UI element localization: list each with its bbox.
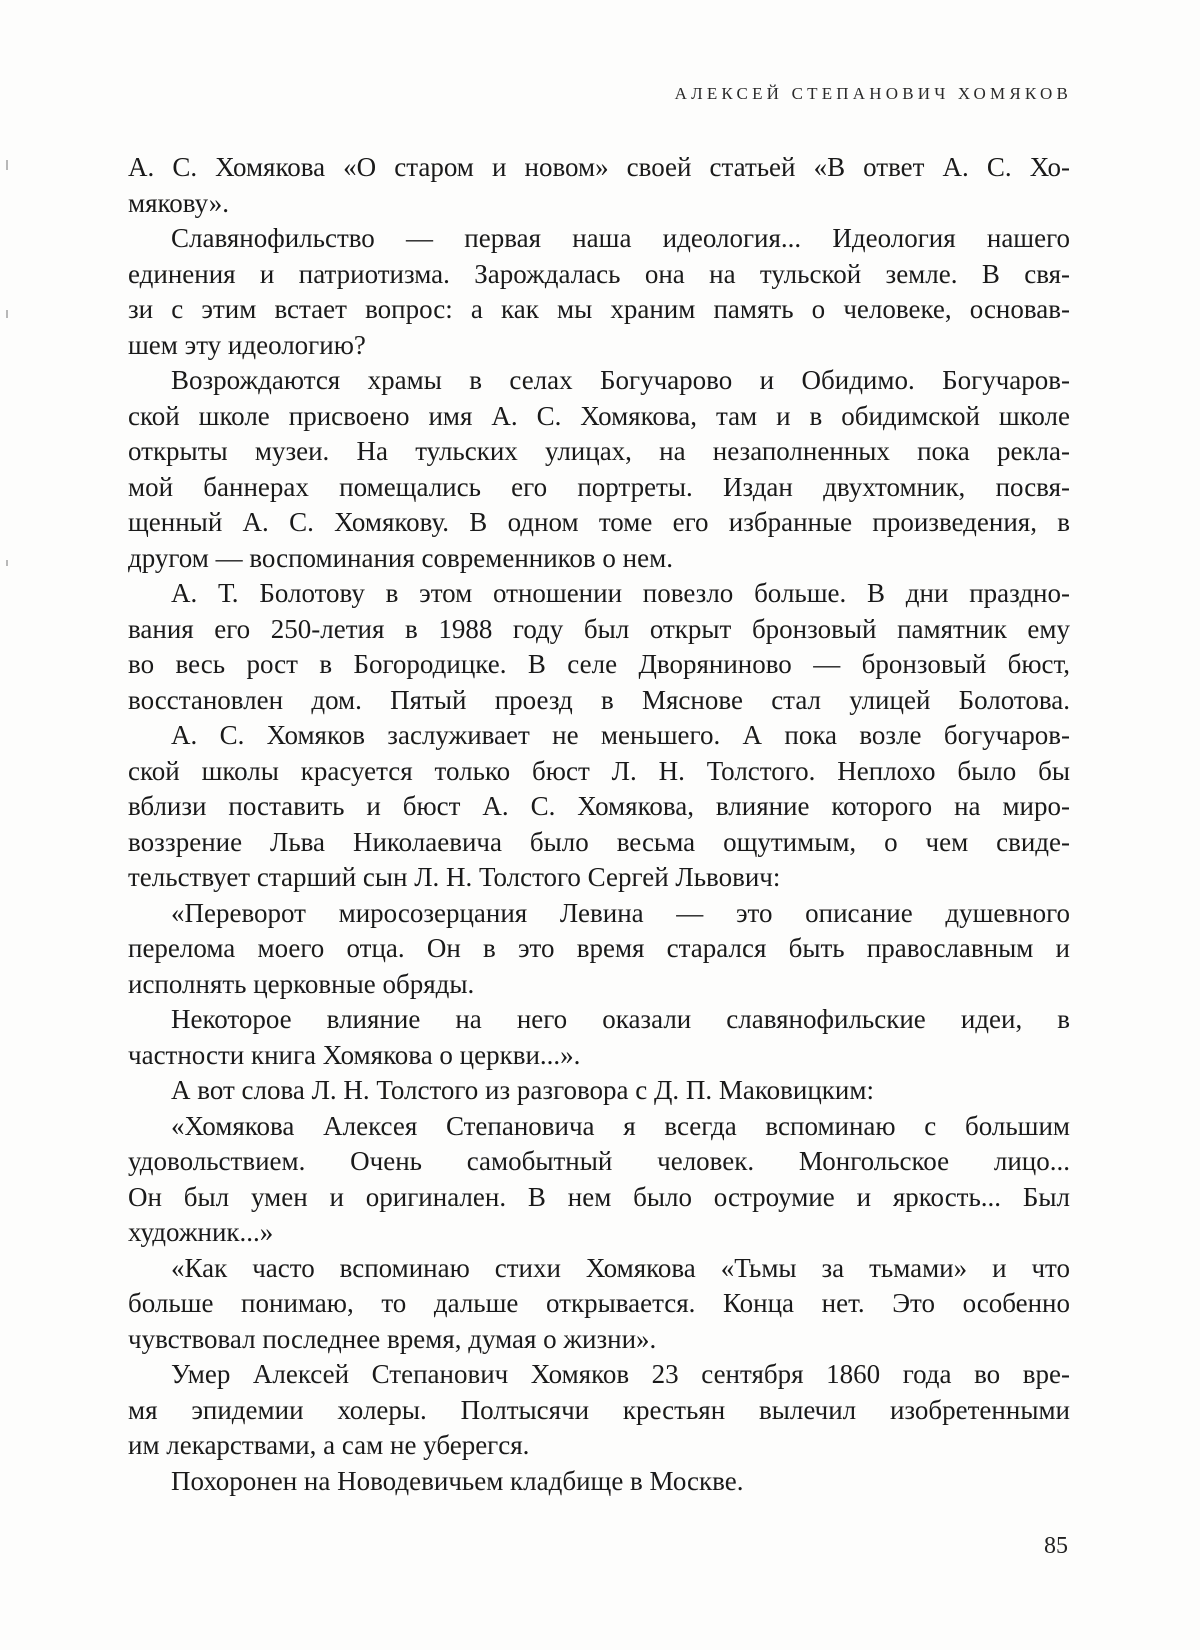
text-line: А. Т. Болотову в этом отношении повезло больше. В дни праздно- — [171, 578, 1070, 608]
text-line: Он был умен и оригинален. В нем было остроумие и яркость... Был — [128, 1181, 1070, 1212]
text-line: Некоторое влияние на него оказали славянофильские идеи, в — [171, 1004, 1070, 1034]
scan-edge-mark — [6, 560, 8, 566]
page-number: 85 — [1044, 1533, 1068, 1559]
body-text — [128, 150, 1070, 1499]
text-line: «Хомякова Алексея Степановича я всегда вспоминаю с большим — [171, 1110, 1070, 1141]
text-line: ской школы красуется только бюст Л. Н. Толстого. Неплохо было бы — [128, 755, 1070, 786]
text-line: мой баннерах помещались его портреты. Издан двухтомник, посвя- — [128, 471, 1070, 502]
text-line: зи с этим встает вопрос: а как мы храним память о человеке, основав- — [128, 294, 1070, 324]
text-line: А. С. Хомяков заслуживает не меньшего. А пока возле богучаров- — [171, 720, 1070, 750]
text-line: Славянофильство — первая наша идеология... Идеология нашего — [171, 223, 1070, 253]
text-line: вблизи поставить и бюст А. С. Хомякова, влияние которого на миро- — [128, 791, 1070, 821]
text-line: чувствовал последнее время, думая о жизни». — [128, 1323, 657, 1354]
text-line: открыты музеи. На тульских улицах, на незаполненных пока рекла- — [128, 436, 1070, 466]
scan-edge-mark — [6, 160, 8, 170]
text-line: им лекарствами, а сам не уберегся. — [128, 1430, 530, 1460]
text-line: тельствует старший сын Л. Н. Толстого Сергей Львович: — [128, 862, 781, 892]
text-line: удовольствием. Очень самобытный человек. Монгольское лицо... — [128, 1146, 1070, 1176]
text-line: Умер Алексей Степанович Хомяков 23 сентября 1860 года во вре- — [171, 1359, 1070, 1389]
text-line: единения и патриотизма. Зарождалась она на тульской земле. В свя- — [128, 258, 1070, 289]
running-head: АЛЕКСЕЙ СТЕПАНОВИЧ ХОМЯКОВ — [674, 84, 1072, 103]
text-line: щенный А. С. Хомякову. В одном томе его избранные произведения, в — [128, 507, 1070, 537]
text-line: другом — воспоминания современников о нем. — [128, 542, 673, 573]
scan-edge-mark — [6, 310, 8, 318]
text-line: восстановлен дом. Пятый проезд в Мяснове стал улицей Болотова. — [128, 684, 1070, 715]
text-line: шем эту идеологию? — [128, 329, 366, 360]
text-line: Возрождаются храмы в селах Богучарово и Обидимо. Богучаров- — [171, 365, 1070, 395]
text-line: А вот слова Л. Н. Толстого из разговора с Д. П. Маковицким: — [171, 1075, 874, 1105]
text-line: мякову». — [128, 187, 229, 218]
text-line: во весь рост в Богородицке. В селе Дворяниново — бронзовый бюст, — [128, 649, 1070, 679]
text-line: «Переворот миросозерцания Левина — это описание душевного — [171, 897, 1070, 928]
text-line: «Как часто вспоминаю стихи Хомякова «Тьмы за тьмами» и что — [171, 1252, 1070, 1283]
text-line: вания его 250-летия в 1988 году был открыт бронзовый памятник ему — [128, 613, 1070, 644]
text-line: художник...» — [128, 1217, 274, 1247]
text-line: воззрение Льва Николаевича было весьма ощутимым, о чем свиде- — [128, 826, 1070, 857]
text-line: исполнять церковные обряды. — [128, 968, 475, 999]
text-line: частности книга Хомякова о церкви...». — [128, 1039, 581, 1070]
text-line: мя эпидемии холеры. Полтысячи крестьян вылечил изобретенными — [128, 1394, 1070, 1425]
text-line: больше понимаю, то дальше открывается. Конца нет. Это особенно — [128, 1288, 1070, 1318]
text-line: Похоронен на Новодевичьем кладбище в Москве. — [171, 1465, 744, 1496]
text-line: ской школе присвоено имя А. С. Хомякова, там и в обидимской школе — [128, 400, 1070, 431]
text-line: перелома моего отца. Он в это время старался быть православным и — [128, 933, 1070, 963]
text-line: А. С. Хомякова «О старом и новом» своей статьей «В ответ А. С. Хо- — [128, 152, 1070, 182]
